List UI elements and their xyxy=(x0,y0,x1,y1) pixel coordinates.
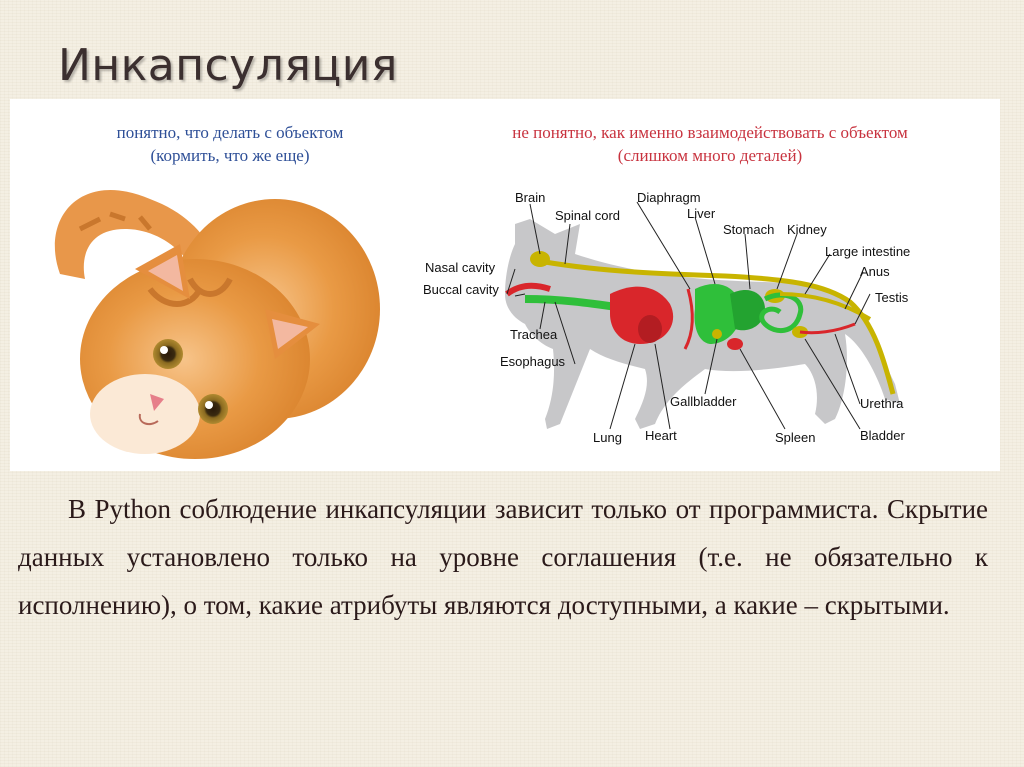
label-testis: Testis xyxy=(875,290,909,305)
caption-left-line-2: (кормить, что же еще) xyxy=(150,146,310,165)
heart xyxy=(638,315,662,343)
label-urethra: Urethra xyxy=(860,396,904,411)
caption-right-line-2: (слишком много деталей) xyxy=(617,146,803,165)
cat-photo xyxy=(40,159,390,464)
caption-right xyxy=(430,121,990,167)
label-large-intestine: Large intestine xyxy=(825,244,911,259)
label-bladder: Bladder xyxy=(860,428,905,443)
cat-anatomy-diagram xyxy=(405,184,960,474)
label-nasal-cavity: Nasal cavity xyxy=(425,260,496,275)
label-stomach: Stomach xyxy=(723,222,775,237)
label-heart: Heart xyxy=(645,428,677,443)
body-paragraph: В Python соблюдение инкапсуляции зависит только от программиста. Скрытие данных установлено только на уровне соглашения (т.е. не обязательно к исполнению), о том, какие атрибуты являются доступными, а какие – скрытыми. xyxy=(18,494,988,620)
label-kidney: Kidney xyxy=(787,222,827,237)
label-buccal-cavity: Buccal cavity xyxy=(423,282,499,297)
label-trachea: Trachea xyxy=(510,327,558,342)
label-liver: Liver xyxy=(687,206,716,221)
gallbladder xyxy=(712,329,722,339)
caption-left-line-1: понятно, что делать с объектом xyxy=(116,123,344,142)
label-brain: Brain xyxy=(515,190,546,205)
caption-right-line-1: не понятно, как именно взаимодействовать с объектом xyxy=(512,123,908,142)
label-diaphragm: Diaphragm xyxy=(637,190,701,205)
label-lung: Lung xyxy=(593,430,622,445)
figure-panel xyxy=(10,99,1000,471)
slide-title: Инкапсуляция xyxy=(58,40,398,91)
spleen xyxy=(727,338,743,350)
label-anus: Anus xyxy=(860,264,890,279)
label-spleen: Spleen xyxy=(775,430,816,445)
label-spinal-cord: Spinal cord xyxy=(555,208,621,223)
label-esophagus: Esophagus xyxy=(500,354,566,369)
label-gallbladder: Gallbladder xyxy=(670,394,737,409)
